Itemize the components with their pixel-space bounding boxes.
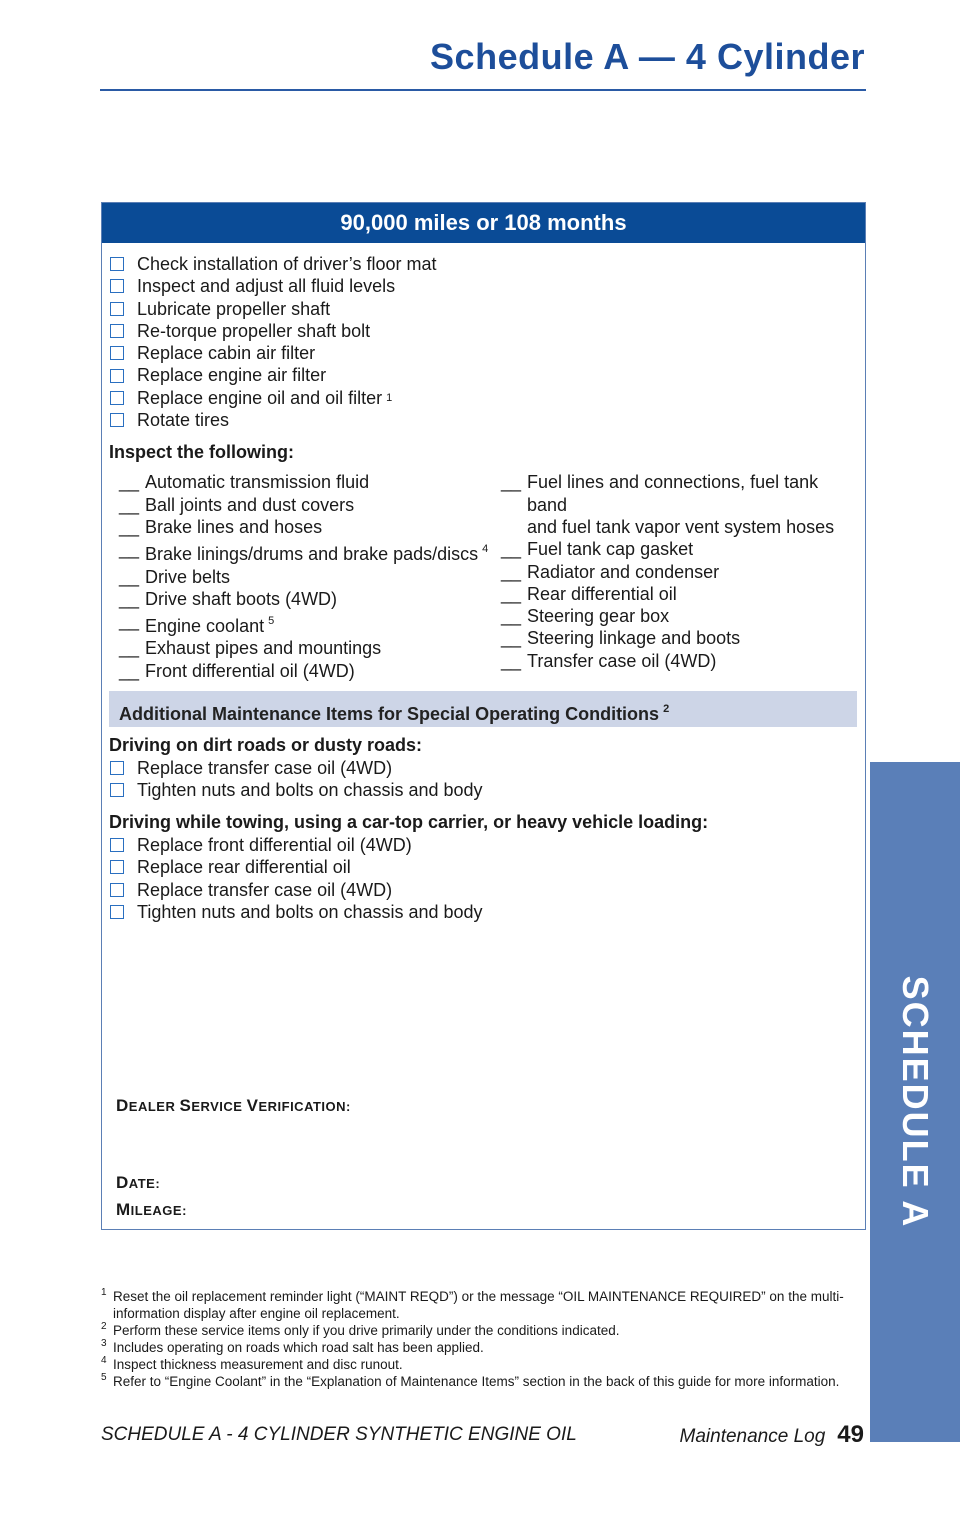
dirt-roads-list xyxy=(110,757,849,802)
inspect-list-left xyxy=(119,471,489,682)
inspect-columns xyxy=(102,471,865,693)
dirt-roads-block xyxy=(109,734,849,802)
footnote xyxy=(101,1288,861,1322)
inspect-list-right xyxy=(501,471,861,672)
checklist-item-label: Check installation of driver’s floor mat xyxy=(137,254,437,274)
special-conditions-heading xyxy=(109,691,857,727)
footnote-number: 2 xyxy=(101,1321,107,1332)
footnote xyxy=(101,1339,861,1356)
inspect-item xyxy=(501,583,861,605)
inspect-item-label: Brake linings/drums and brake pads/discs xyxy=(145,544,479,565)
footnote xyxy=(101,1356,861,1373)
inspect-item-label: Transfer case oil (4WD) xyxy=(527,650,717,671)
inspect-item xyxy=(119,588,489,610)
footer-schedule-label: SCHEDULE A - 4 CYLINDER SYNTHETIC ENGINE OIL xyxy=(101,1424,577,1445)
footnote xyxy=(101,1322,861,1339)
inspect-item-label: Steering gear box xyxy=(527,606,670,627)
inspect-item-label: Automatic transmission fluid xyxy=(145,472,370,493)
checklist-item-label: Lubricate propeller shaft xyxy=(137,298,331,319)
checkbox[interactable] xyxy=(110,413,124,427)
maintenance-card xyxy=(101,202,866,1230)
checklist-item xyxy=(110,856,849,878)
checklist-item-label: Replace cabin air filter xyxy=(137,343,316,364)
checklist-item xyxy=(110,757,849,779)
checklist-item xyxy=(110,901,849,923)
inspect-item xyxy=(119,494,489,516)
inspect-item xyxy=(501,605,861,627)
checklist-item-label: Replace transfer case oil (4WD) xyxy=(137,879,393,900)
inspect-item xyxy=(501,627,861,649)
footnote-number: 5 xyxy=(101,1372,107,1383)
footnote-number: 3 xyxy=(101,1338,107,1349)
checklist-item xyxy=(110,298,865,320)
footnote-text: Reset the oil replacement reminder light (“MAINT REQD”) or the message “OIL MAINTENANCE REQUIRED” on the multi-information display after engine oil replacement. xyxy=(113,1289,844,1321)
inspect-item-label: Drive belts xyxy=(145,566,231,587)
footnote-ref: 1 xyxy=(386,391,393,404)
dealer-verification-label: DEALER SERVICE VERIFICATION: xyxy=(116,1096,351,1115)
interval-header: 90,000 miles or 108 months xyxy=(102,203,865,243)
mileage-label: MILEAGE: xyxy=(116,1200,187,1219)
checklist-item-label: Tighten nuts and bolts on chassis and body xyxy=(137,901,483,922)
inspect-heading: Inspect the following: xyxy=(109,442,294,463)
title-divider xyxy=(100,89,866,91)
checklist-item xyxy=(110,253,865,275)
special-conditions-label: Additional Maintenance Items for Special Operating Conditions xyxy=(119,704,660,724)
inspect-item xyxy=(119,538,489,565)
inspect-item-label: Front differential oil (4WD) xyxy=(145,660,355,681)
checklist-item-label: Re-torque propeller shaft bolt xyxy=(137,320,371,341)
footnote-ref: 4 xyxy=(482,543,489,556)
checklist-item-label: Tighten nuts and bolts on chassis and body xyxy=(137,780,483,801)
footer-section-label: Maintenance Log xyxy=(679,1426,826,1447)
inspect-item xyxy=(501,561,861,583)
checkbox[interactable] xyxy=(110,883,124,897)
checklist-item-label: Replace transfer case oil (4WD) xyxy=(137,758,393,778)
inspect-item-label: Ball joints and dust covers xyxy=(145,494,355,515)
checkbox[interactable] xyxy=(110,346,124,360)
inspect-item xyxy=(119,566,489,588)
inspect-item-label: Steering linkage and boots xyxy=(527,628,741,649)
inspect-item xyxy=(119,660,489,682)
checklist-item-label: Replace front differential oil (4WD) xyxy=(137,835,412,855)
inspect-item xyxy=(119,516,489,538)
footnote-text: Includes operating on roads which road salt has been applied. xyxy=(113,1340,484,1355)
footnotes xyxy=(101,1288,861,1390)
footnote-number: 1 xyxy=(101,1287,107,1298)
checkbox[interactable] xyxy=(110,391,124,405)
towing-list xyxy=(110,834,849,923)
footnote xyxy=(101,1373,861,1390)
inspect-item xyxy=(501,538,861,560)
checklist-item-label: Replace engine air filter xyxy=(137,365,327,386)
checklist-item-label: Rotate tires xyxy=(137,410,230,431)
checklist-item xyxy=(110,342,865,364)
inspect-item-label: Rear differential oil xyxy=(527,583,677,604)
footnote-number: 4 xyxy=(101,1355,107,1366)
towing-heading: Driving while towing, using a car-top carrier, or heavy vehicle loading: xyxy=(109,812,709,832)
checklist-item-label: Replace rear differential oil xyxy=(137,857,351,878)
footnote-text: Inspect thickness measurement and disc runout. xyxy=(113,1357,403,1372)
checklist-item xyxy=(110,275,865,297)
checkbox[interactable] xyxy=(110,860,124,874)
inspect-item xyxy=(119,637,489,659)
inspect-item-label: and fuel tank vapor vent system hoses xyxy=(527,516,835,537)
special-footnote-ref: 2 xyxy=(663,703,670,715)
inspect-item-label: Brake lines and hoses xyxy=(145,516,323,537)
inspect-item xyxy=(119,610,489,637)
inspect-item xyxy=(501,516,861,538)
inspect-item-label: Exhaust pipes and mountings xyxy=(145,638,382,659)
footer-page-info xyxy=(680,1421,864,1449)
date-label: DATE: xyxy=(116,1173,161,1192)
inspect-item-label: Drive shaft boots (4WD) xyxy=(145,588,338,609)
checkbox[interactable] xyxy=(110,257,124,271)
checkbox[interactable] xyxy=(110,838,124,852)
checklist-item xyxy=(110,387,865,409)
checklist-item-label: Inspect and adjust all fluid levels xyxy=(137,276,396,297)
footnote-text: Refer to “Engine Coolant” in the “Explanation of Maintenance Items” section in the back of this guide for more information. xyxy=(113,1374,840,1389)
checklist-item xyxy=(110,834,849,856)
inspect-item xyxy=(501,650,861,672)
checklist-item xyxy=(110,879,849,901)
page-title: Schedule A — 4 Cylinder xyxy=(430,36,865,77)
inspect-item-label: Radiator and condenser xyxy=(527,561,720,582)
checklist-item xyxy=(110,409,865,431)
service-checklist xyxy=(110,253,865,431)
checkbox[interactable] xyxy=(110,783,124,797)
side-tab-label: SCHEDULE A xyxy=(895,975,936,1229)
inspect-item-label: Fuel tank cap gasket xyxy=(527,539,694,560)
inspect-item xyxy=(119,471,489,493)
dirt-roads-heading: Driving on dirt roads or dusty roads: xyxy=(109,735,423,755)
side-section-tab xyxy=(870,762,960,1442)
checkbox[interactable] xyxy=(110,905,124,919)
checkbox[interactable] xyxy=(110,324,124,338)
checkbox[interactable] xyxy=(110,369,124,383)
footnote-text: Perform these service items only if you drive primarily under the conditions indicated. xyxy=(113,1323,620,1338)
inspect-item xyxy=(501,471,861,516)
inspect-item-label: Engine coolant xyxy=(145,616,265,637)
towing-block xyxy=(109,811,849,923)
checkbox[interactable] xyxy=(110,761,124,775)
checklist-item-label: Replace engine oil and oil filter xyxy=(137,387,383,408)
checklist-item xyxy=(110,320,865,342)
checkbox[interactable] xyxy=(110,279,124,293)
page-number: 49 xyxy=(837,1421,864,1448)
checklist-item xyxy=(110,364,865,386)
footnote-ref: 5 xyxy=(268,615,275,628)
inspect-item-label: Fuel lines and connections, fuel tank band xyxy=(527,472,819,515)
checkbox[interactable] xyxy=(110,302,124,316)
checklist-item xyxy=(110,779,849,801)
